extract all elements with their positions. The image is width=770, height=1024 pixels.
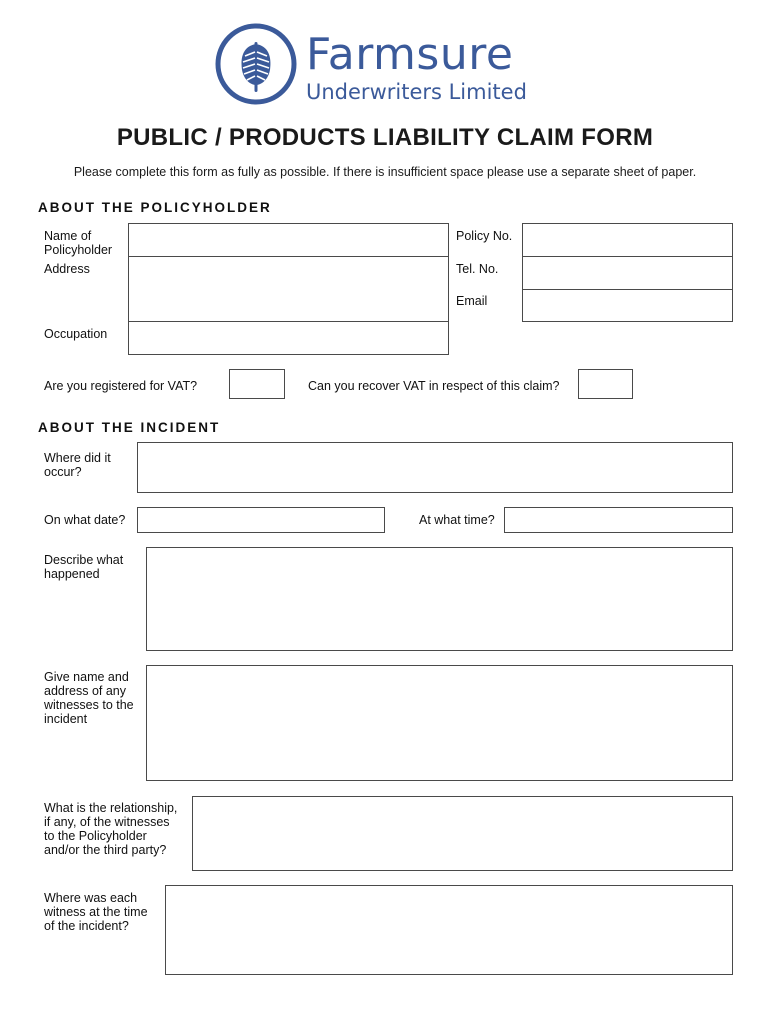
witness-relationship-label: What is the relationship, if any, of the witnesses to the Policyholder and/or the third party? [44, 801, 178, 857]
incident-time-label: At what time? [419, 513, 495, 527]
witness-relationship-field[interactable] [192, 796, 733, 871]
incident-date-field[interactable] [137, 507, 385, 533]
company-logo [214, 22, 298, 106]
address-field[interactable] [128, 256, 449, 322]
incident-description-label: Describe what happened [44, 553, 124, 581]
vat-registered-field[interactable] [229, 369, 285, 399]
incident-time-field[interactable] [504, 507, 733, 533]
witnesses-label: Give name and address of any witnesses to the incident [44, 670, 134, 726]
incident-date-label: On what date? [44, 513, 126, 527]
witnesses-field[interactable] [146, 665, 733, 781]
vat-recover-label: Can you recover VAT in respect of this claim? [308, 379, 560, 393]
occupation-label: Occupation [44, 327, 108, 341]
email-label: Email [456, 294, 488, 308]
incident-description-field[interactable] [146, 547, 733, 651]
occupation-field[interactable] [128, 321, 449, 355]
witness-location-field[interactable] [165, 885, 733, 975]
witness-location-label: Where was each witness at the time of the incident? [44, 891, 148, 933]
policyholder-name-label: Name of Policyholder [44, 229, 113, 257]
incident-location-field[interactable] [137, 442, 733, 493]
page-title: PUBLIC / PRODUCTS LIABILITY CLAIM FORM [116, 124, 654, 151]
incident-location-label: Where did it occur? [44, 451, 111, 479]
vat-registered-label: Are you registered for VAT? [44, 379, 198, 393]
brand-name: Farmsure [306, 29, 514, 80]
telephone-field[interactable] [522, 256, 733, 290]
section-heading-incident: ABOUT THE INCIDENT [38, 420, 221, 435]
section-heading-policyholder: ABOUT THE POLICYHOLDER [38, 200, 272, 215]
telephone-label: Tel. No. [456, 262, 499, 276]
address-label: Address [44, 262, 90, 276]
wheat-emblem-icon [214, 22, 298, 106]
policy-number-field[interactable] [522, 223, 733, 257]
policy-number-label: Policy No. [456, 229, 513, 243]
policyholder-name-field[interactable] [128, 223, 449, 257]
intro-text: Please complete this form as fully as possible. If there is insufficient space please use a separate sheet of paper. [73, 165, 697, 179]
brand-subtitle: Underwriters Limited [306, 80, 527, 104]
email-field[interactable] [522, 289, 733, 322]
vat-recover-field[interactable] [578, 369, 633, 399]
